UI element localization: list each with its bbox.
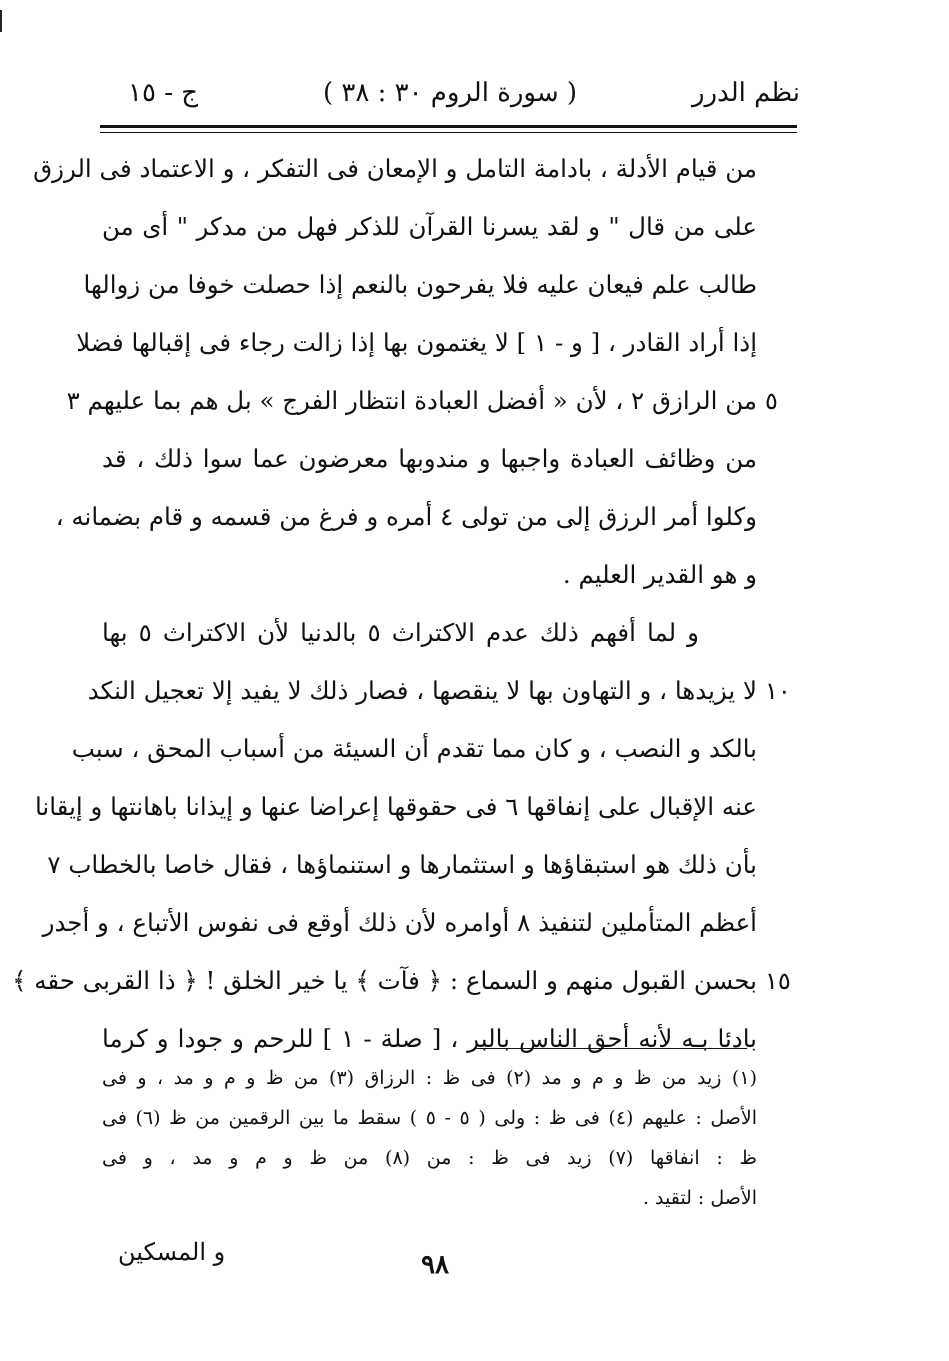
text-line: و لما أفهم ذلك عدم الاكتراث ٥ بالدنيا لأن الاكتراث ٥ بها [102, 618, 699, 647]
line-number: ٥ [765, 387, 778, 415]
header-rule-thick [100, 125, 797, 128]
text-line: طالب علم فيعان عليه فلا يفرحون بالنعم إذا حصلت خوفا من زوالها [83, 270, 757, 299]
line-number: ١٥ [765, 967, 791, 995]
text-line: و هو القدير العليم . [562, 560, 757, 589]
footnote-line: الأصل : عليهم (٤) فى ظ : ولى ( ٥ - ٥ ) سقط ما بين الرقمين من ظ (٦) فى [102, 1107, 758, 1129]
text-line: إذا أراد القادر ، [ و - ١ ] لا يغتمون بها إذا زالت رجاء فى إقبالها فضلا [76, 328, 757, 357]
text-line: بالكد و النصب ، و كان مما تقدم أن السيئة من أسباب المحق ، سبب [71, 734, 757, 763]
text-line: بأن ذلك هو استبقاؤها و استثمارها و استنماؤها ، فقال خاصا بالخطاب ٧ [47, 850, 757, 879]
header-rule-thin [100, 132, 797, 133]
text-line: من الرازق ٢ ، لأن « أفضل العبادة انتظار الفرج » بل هم بما عليهم ٣ [66, 386, 757, 415]
text-line: من وظائف العبادة واجبها و مندوبها معرضون عما سوا ذلك ، قد [102, 444, 757, 473]
running-header [100, 78, 800, 124]
text-line: لا يزيدها ، و التهاون بها لا ينقصها ، فصار ذلك لا يفيد إلا تعجيل النكد [87, 676, 757, 705]
text-line: وكلوا أمر الرزق إلى من تولى ٤ أمره و فرغ من قسمه و قام بضمانه ، [55, 502, 757, 531]
book-title: نظم الدرر [691, 78, 800, 108]
text-line: بادئا بـه لأنه أحق الناس بالبر ، [ صلة - ١ ] للرحم و جودا و كرما [102, 1024, 757, 1053]
line-number: ١٠ [765, 677, 791, 705]
footnote-line: (١) زيد من ظ و م و مد (٢) فى ظ : الرزاق (٣) من ظ و م و مد ، و فى [102, 1067, 757, 1089]
footnote-line: ظ : انفاقها (٧) زيد فى ظ : من (٨) من ظ و م و مد ، و فى [102, 1147, 757, 1169]
footnote-separator [475, 1048, 747, 1049]
text-line: من قيام الأدلة ، بادامة التامل و الإمعان فى التفكر ، و الاعتماد فى الرزق [33, 154, 757, 183]
surah-reference: ( سورة الروم ٣٠ : ٣٨ ) [322, 78, 578, 108]
catchword: و المسكين [118, 1238, 226, 1266]
text-line: أعظم المتأملين لتنفيذ ٨ أوامره لأن ذلك أوقع فى نفوس الأتباع ، و أجدر [42, 908, 757, 937]
text-line: بحسن القبول منهم و السماع : ﴿ فآت ﴾ يا خير الخلق ! ﴿ ذا القربى حقه ﴾ [12, 966, 757, 995]
text-line: على من قال " و لقد يسرنا القرآن للذكر فهل من مدكر " أى من [102, 212, 757, 241]
scan-edge-mark [0, 10, 2, 32]
footnote-line: الأصل : لتقيد . [642, 1187, 757, 1209]
text-line: عنه الإقبال على إنفاقها ٦ فى حقوقها إعراضا عنها و إيذانا باهانتها و إيقانا [34, 792, 757, 821]
page-number: ٩٨ [421, 1250, 449, 1280]
volume-page-label: ج - ١٥ [128, 78, 199, 108]
